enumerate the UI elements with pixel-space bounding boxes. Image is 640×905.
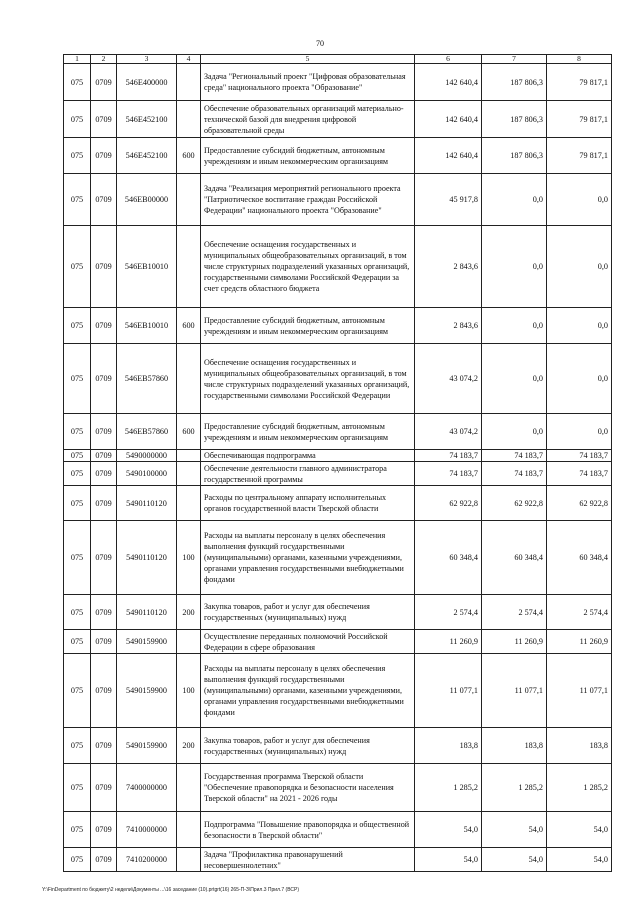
item-name: Закупка товаров, работ и услуг для обеспечения государственных (муниципальных) нужд xyxy=(201,595,415,630)
ministry-code: 075 xyxy=(64,450,91,462)
amount-year-1: 11 077,1 xyxy=(415,654,482,728)
expense-type-code xyxy=(177,486,201,521)
column-number: 2 xyxy=(91,55,117,64)
amount-year-2: 62 922,8 xyxy=(482,486,547,521)
amount-year-2: 74 183,7 xyxy=(482,450,547,462)
target-article-code: 546EB57860 xyxy=(117,344,177,414)
section-code: 0709 xyxy=(91,308,117,344)
expense-type-code: 100 xyxy=(177,654,201,728)
target-article-code: 7410000000 xyxy=(117,812,177,848)
section-code: 0709 xyxy=(91,728,117,764)
section-code: 0709 xyxy=(91,101,117,138)
target-article-code: 5490110120 xyxy=(117,521,177,595)
amount-year-2: 11 077,1 xyxy=(482,654,547,728)
amount-year-2: 54,0 xyxy=(482,812,547,848)
section-code: 0709 xyxy=(91,654,117,728)
amount-year-1: 142 640,4 xyxy=(415,101,482,138)
amount-year-3: 2 574,4 xyxy=(547,595,612,630)
target-article-code: 5490159900 xyxy=(117,654,177,728)
target-article-code: 546EB10010 xyxy=(117,308,177,344)
column-number: 8 xyxy=(547,55,612,64)
amount-year-3: 0,0 xyxy=(547,308,612,344)
amount-year-1: 62 922,8 xyxy=(415,486,482,521)
expense-type-code xyxy=(177,450,201,462)
item-name: Обеспечение оснащения государственных и муниципальных общеобразовательных организаций, в том числе структурных подразделений указанных организаций, государственными символами Российской Федерации xyxy=(201,344,415,414)
amount-year-2: 0,0 xyxy=(482,226,547,308)
amount-year-3: 79 817,1 xyxy=(547,64,612,101)
item-name: Государственная программа Тверской области "Обеспечение правопорядка и безопасности населения Тверской области" на 2021 - 2026 годы xyxy=(201,764,415,812)
target-article-code: 5490000000 xyxy=(117,450,177,462)
amount-year-1: 43 074,2 xyxy=(415,414,482,450)
section-code: 0709 xyxy=(91,848,117,872)
amount-year-1: 54,0 xyxy=(415,848,482,872)
expense-type-code xyxy=(177,764,201,812)
amount-year-2: 0,0 xyxy=(482,174,547,226)
table-row xyxy=(64,848,612,872)
item-name: Расходы на выплаты персоналу в целях обеспечения выполнения функций государственными (муниципальными) органами, казенными учреждениями, органами управления государственными внебюджетными фондами xyxy=(201,654,415,728)
table-row xyxy=(64,486,612,521)
ministry-code: 075 xyxy=(64,728,91,764)
ministry-code: 075 xyxy=(64,848,91,872)
amount-year-1: 54,0 xyxy=(415,812,482,848)
amount-year-1: 142 640,4 xyxy=(415,138,482,174)
target-article-code: 546E452100 xyxy=(117,138,177,174)
table-row xyxy=(64,654,612,728)
ministry-code: 075 xyxy=(64,521,91,595)
ministry-code: 075 xyxy=(64,595,91,630)
table-row xyxy=(64,226,612,308)
item-name: Предоставление субсидий бюджетным, автономным учреждениям и иным некоммерческим организациям xyxy=(201,138,415,174)
section-code: 0709 xyxy=(91,138,117,174)
amount-year-1: 74 183,7 xyxy=(415,462,482,486)
ministry-code: 075 xyxy=(64,174,91,226)
ministry-code: 075 xyxy=(64,812,91,848)
section-code: 0709 xyxy=(91,414,117,450)
target-article-code: 546E452100 xyxy=(117,101,177,138)
ministry-code: 075 xyxy=(64,138,91,174)
amount-year-3: 0,0 xyxy=(547,414,612,450)
column-number: 1 xyxy=(64,55,91,64)
amount-year-3: 54,0 xyxy=(547,848,612,872)
table-row xyxy=(64,521,612,595)
table-row xyxy=(64,462,612,486)
amount-year-3: 79 817,1 xyxy=(547,101,612,138)
table-row xyxy=(64,101,612,138)
table-row xyxy=(64,728,612,764)
ministry-code: 075 xyxy=(64,462,91,486)
target-article-code: 7400000000 xyxy=(117,764,177,812)
ministry-code: 075 xyxy=(64,764,91,812)
item-name: Расходы на выплаты персоналу в целях обеспечения выполнения функций государственными (муниципальными) органами, казенными учреждениями, органами управления государственными внебюджетными фондами xyxy=(201,521,415,595)
file-path-footer: Y:\FinDepartment по бюджету\2 недели\Документы ...\16 заседание (10).prtgrt(16) 265-П-З\Прил.3 Прил.7 (ВСР) xyxy=(42,887,299,893)
amount-year-3: 0,0 xyxy=(547,226,612,308)
expense-type-code xyxy=(177,848,201,872)
amount-year-2: 0,0 xyxy=(482,414,547,450)
amount-year-2: 0,0 xyxy=(482,344,547,414)
section-code: 0709 xyxy=(91,226,117,308)
expense-type-code: 600 xyxy=(177,308,201,344)
amount-year-1: 45 917,8 xyxy=(415,174,482,226)
table-row xyxy=(64,812,612,848)
ministry-code: 075 xyxy=(64,226,91,308)
target-article-code: 546E400000 xyxy=(117,64,177,101)
amount-year-2: 54,0 xyxy=(482,848,547,872)
amount-year-1: 74 183,7 xyxy=(415,450,482,462)
amount-year-2: 187 806,3 xyxy=(482,64,547,101)
page-number: 70 xyxy=(316,39,324,48)
section-code: 0709 xyxy=(91,486,117,521)
amount-year-2: 1 285,2 xyxy=(482,764,547,812)
section-code: 0709 xyxy=(91,174,117,226)
item-name: Обеспечение деятельности главного администратора государственной программы xyxy=(201,462,415,486)
column-number: 7 xyxy=(482,55,547,64)
item-name: Предоставление субсидий бюджетным, автономным учреждениям и иным некоммерческим организациям xyxy=(201,414,415,450)
amount-year-2: 60 348,4 xyxy=(482,521,547,595)
ministry-code: 075 xyxy=(64,64,91,101)
expense-type-code xyxy=(177,101,201,138)
table-row xyxy=(64,595,612,630)
ministry-code: 075 xyxy=(64,344,91,414)
target-article-code: 7410200000 xyxy=(117,848,177,872)
item-name: Обеспечение оснащения государственных и муниципальных общеобразовательных организаций, в том числе структурных подразделений указанных организаций, государственными символами Российской Федерации за счет средств областного бюджета xyxy=(201,226,415,308)
ministry-code: 075 xyxy=(64,486,91,521)
amount-year-2: 2 574,4 xyxy=(482,595,547,630)
item-name: Предоставление субсидий бюджетным, автономным учреждениям и иным некоммерческим организациям xyxy=(201,308,415,344)
amount-year-2: 11 260,9 xyxy=(482,630,547,654)
amount-year-3: 1 285,2 xyxy=(547,764,612,812)
column-number: 5 xyxy=(201,55,415,64)
amount-year-3: 60 348,4 xyxy=(547,521,612,595)
amount-year-1: 1 285,2 xyxy=(415,764,482,812)
amount-year-3: 11 260,9 xyxy=(547,630,612,654)
table-row xyxy=(64,450,612,462)
item-name: Осуществление переданных полномочий Российской Федерации в сфере образования xyxy=(201,630,415,654)
amount-year-1: 11 260,9 xyxy=(415,630,482,654)
table-row xyxy=(64,64,612,101)
item-name: Обеспечивающая подпрограмма xyxy=(201,450,415,462)
expense-type-code xyxy=(177,630,201,654)
target-article-code: 546EB10010 xyxy=(117,226,177,308)
table-row xyxy=(64,630,612,654)
ministry-code: 075 xyxy=(64,101,91,138)
table-row xyxy=(64,138,612,174)
item-name: Задача "Региональный проект "Цифровая образовательная среда" национального проекта "Образование" xyxy=(201,64,415,101)
budget-table xyxy=(63,54,612,872)
amount-year-3: 183,8 xyxy=(547,728,612,764)
amount-year-1: 2 843,6 xyxy=(415,226,482,308)
expense-type-code: 200 xyxy=(177,595,201,630)
amount-year-1: 2 843,6 xyxy=(415,308,482,344)
target-article-code: 5490100000 xyxy=(117,462,177,486)
item-name: Задача "Профилактика правонарушений несовершеннолетних" xyxy=(201,848,415,872)
section-code: 0709 xyxy=(91,521,117,595)
target-article-code: 5490110120 xyxy=(117,486,177,521)
table-row xyxy=(64,344,612,414)
section-code: 0709 xyxy=(91,630,117,654)
expense-type-code: 100 xyxy=(177,521,201,595)
amount-year-2: 187 806,3 xyxy=(482,138,547,174)
table-row xyxy=(64,414,612,450)
amount-year-1: 43 074,2 xyxy=(415,344,482,414)
section-code: 0709 xyxy=(91,64,117,101)
ministry-code: 075 xyxy=(64,414,91,450)
target-article-code: 5490110120 xyxy=(117,595,177,630)
target-article-code: 5490159900 xyxy=(117,630,177,654)
section-code: 0709 xyxy=(91,344,117,414)
amount-year-1: 142 640,4 xyxy=(415,64,482,101)
amount-year-3: 11 077,1 xyxy=(547,654,612,728)
expense-type-code xyxy=(177,812,201,848)
amount-year-3: 0,0 xyxy=(547,344,612,414)
expense-type-code xyxy=(177,226,201,308)
amount-year-3: 54,0 xyxy=(547,812,612,848)
amount-year-1: 2 574,4 xyxy=(415,595,482,630)
section-code: 0709 xyxy=(91,812,117,848)
amount-year-3: 62 922,8 xyxy=(547,486,612,521)
ministry-code: 075 xyxy=(64,308,91,344)
target-article-code: 546EB57860 xyxy=(117,414,177,450)
section-code: 0709 xyxy=(91,462,117,486)
table-row xyxy=(64,764,612,812)
section-code: 0709 xyxy=(91,764,117,812)
target-article-code: 546EB00000 xyxy=(117,174,177,226)
table-row xyxy=(64,308,612,344)
item-name: Задача "Реализация мероприятий регионального проекта "Патриотическое воспитание граждан Российской Федерации" национального проекта "Образование" xyxy=(201,174,415,226)
amount-year-3: 79 817,1 xyxy=(547,138,612,174)
expense-type-code xyxy=(177,344,201,414)
section-code: 0709 xyxy=(91,595,117,630)
table-row xyxy=(64,174,612,226)
ministry-code: 075 xyxy=(64,630,91,654)
item-name: Закупка товаров, работ и услуг для обеспечения государственных (муниципальных) нужд xyxy=(201,728,415,764)
column-number: 4 xyxy=(177,55,201,64)
expense-type-code xyxy=(177,64,201,101)
item-name: Подпрограмма "Повышение правопорядка и общественной безопасности в Тверской области" xyxy=(201,812,415,848)
expense-type-code: 200 xyxy=(177,728,201,764)
section-code: 0709 xyxy=(91,450,117,462)
column-number: 6 xyxy=(415,55,482,64)
amount-year-1: 183,8 xyxy=(415,728,482,764)
column-number-row xyxy=(64,55,612,64)
amount-year-3: 74 183,7 xyxy=(547,450,612,462)
amount-year-1: 60 348,4 xyxy=(415,521,482,595)
amount-year-2: 0,0 xyxy=(482,308,547,344)
expense-type-code xyxy=(177,462,201,486)
amount-year-3: 0,0 xyxy=(547,174,612,226)
expense-type-code xyxy=(177,174,201,226)
amount-year-2: 187 806,3 xyxy=(482,101,547,138)
amount-year-2: 183,8 xyxy=(482,728,547,764)
column-number: 3 xyxy=(117,55,177,64)
ministry-code: 075 xyxy=(64,654,91,728)
amount-year-3: 74 183,7 xyxy=(547,462,612,486)
item-name: Обеспечение образовательных организаций материально-технической базой для внедрения цифровой образовательной среды xyxy=(201,101,415,138)
expense-type-code: 600 xyxy=(177,414,201,450)
amount-year-2: 74 183,7 xyxy=(482,462,547,486)
item-name: Расходы по центральному аппарату исполнительных органов государственной власти Тверской области xyxy=(201,486,415,521)
expense-type-code: 600 xyxy=(177,138,201,174)
target-article-code: 5490159900 xyxy=(117,728,177,764)
